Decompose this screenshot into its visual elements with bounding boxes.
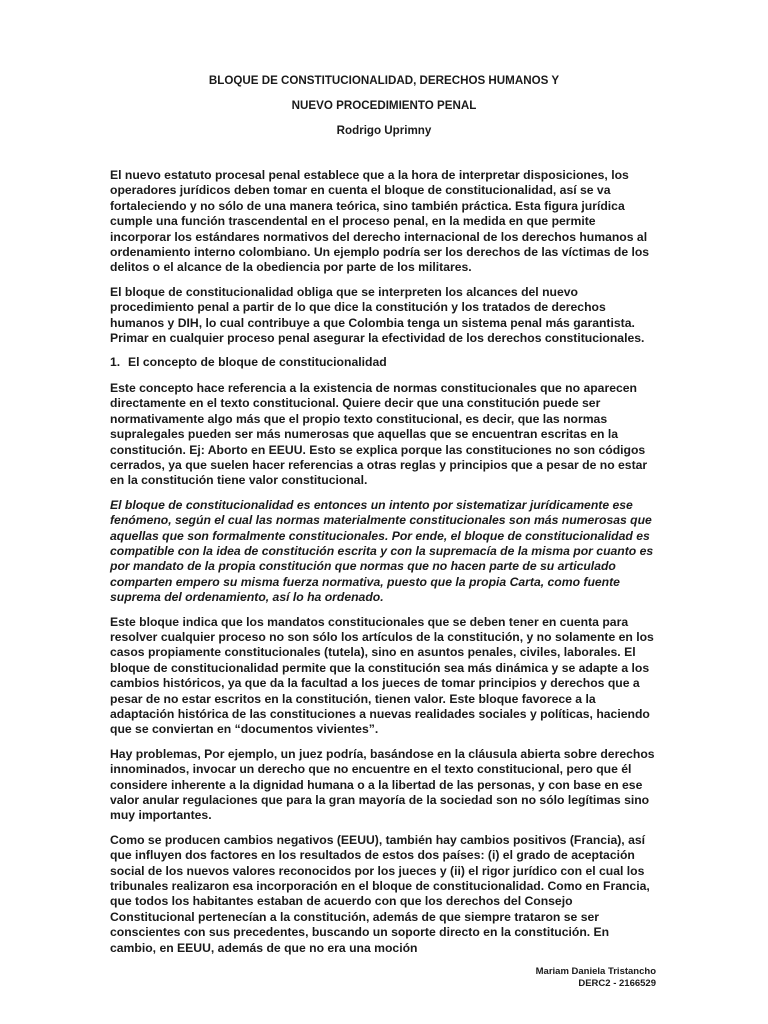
title-line-2: NUEVO PROCEDIMIENTO PENAL (291, 99, 477, 112)
paragraph-5: Este bloque indica que los mandatos constitucionales que se deben tener en cuenta para resolver cualquier proceso no son sólo los artículos de la constitución, y no solamente en los casos propiamente constitucionales (tutela), sino en asuntos penales, civiles, laborales. El bloque de constitucionalidad permite que la constitución sea más dinámica y se adapte a los cambios históricos, ya que da la facultad a los jueces de tomar principios y derechos que a pesar de no estar escritos en la constitución, tienen valor. Este bloque favorece a la adaptación histórica de las constituciones a nuevas realidades sociales y políticas, haciendo que se conviertan en “documentos vivientes”. (110, 614, 654, 737)
paragraph-3: Este concepto hace referencia a la existencia de normas constitucionales que no aparecen directamente en el texto constitucional. Quiere decir que una constitución puede ser normativamente algo más que el propio texto constitucional, es decir, que las normas supralegales pueden ser más numerosas que aquellas que se encuentran escritas en la constitución. Ej: Aborto en EEUU. Esto se explica porque las constituciones no son códigos cerrados, ya que suelen hacer referencias a otras reglas y principios que a pesar de no estar en la constitución tiene valor constitucional. (110, 380, 648, 488)
paragraph-4: El bloque de constitucionalidad es entonces un intento por sistematizar jurídicamente ese fenómeno, según el cual las normas materialmente constitucionales son más numerosas que aquellas que son formalmente constitucionales. Por ende, el bloque de constitucionalidad es compatible con la idea de constitución escrita y con la supremacía de la misma por cuanto es por mandato de la propia constitución que normas que no hacen parte de su articulado comparten empero su misma fuerza normativa, puesto que la propia Carta, como fuente suprema del ordenamiento, así lo ha ordenado. (110, 497, 654, 605)
student-code: DERC2 - 2166529 (578, 978, 656, 989)
author-name: Rodrigo Uprimny (336, 124, 432, 137)
paragraph-1: El nuevo estatuto procesal penal establece que a la hora de interpretar disposiciones, los operadores jurídicos deben tomar en cuenta el bloque de constitucionalidad, así se va fortaleciendo y no sólo de una manera teórica, sino también práctica. Esta figura jurídica cumple una función trascendental en el proceso penal, en la medida en que permite incorporar los estándares normativos del derecho internacional de los derechos humanos al ordenamiento interno colombiano. Un ejemplo podría ser los derechos de las víctimas de los delitos o el alcance de la obediencia por parte de los militares. (110, 168, 650, 275)
student-name: Mariam Daniela Tristancho (535, 966, 656, 977)
paragraph-7: Como se producen cambios negativos (EEUU), también hay cambios positivos (Francia), así que influyen dos factores en los resultados de estos dos países: (i) el grado de aceptación social de los nuevos valores reconocidos por los jueces y (ii) el rigor jurídico con el cual los tribunales realizaron esa incorporación en el bloque de constitucionalidad. Como en Francia, que todos los habitantes estaban de acuerdo con que los derechos del Consejo Constitucional pertenecían a la constitución, además de que siempre trataron se ser conscientes con sus precedentes, buscando un soporte directo en la constitución. En cambio, en EEUU, además de que no era una moción (110, 832, 650, 955)
section-heading-1 (110, 355, 658, 370)
section-title: El concepto de bloque de constitucionalidad (128, 355, 387, 370)
title-line-1: BLOQUE DE CONSTITUCIONALIDAD, DERECHOS HUMANOS Y (208, 74, 560, 87)
paragraph-6: Hay problemas, Por ejemplo, un juez podría, basándose en la cláusula abierta sobre derechos innominados, invocar un derecho que no encuentre en el texto constitucional, pero que él considere inherente a la dignidad humana o a la libertad de las personas, y con base en ese valor anular regulaciones que para la gran mayoría de la sociedad son no sólo legítimas sino muy importantes. (110, 746, 655, 823)
section-number: 1. (110, 355, 121, 370)
page-footer (536, 966, 656, 990)
paragraph-2: El bloque de constitucionalidad obliga que se interpreten los alcances del nuevo procedimiento penal a partir de lo que dice la constitución y los tratados de derechos humanos y DIH, lo cual contribuye a que Colombia tenga un sistema penal más garantista. Primar en cualquier proceso penal asegurar la efectividad de los derechos constitucionales. (110, 284, 645, 346)
